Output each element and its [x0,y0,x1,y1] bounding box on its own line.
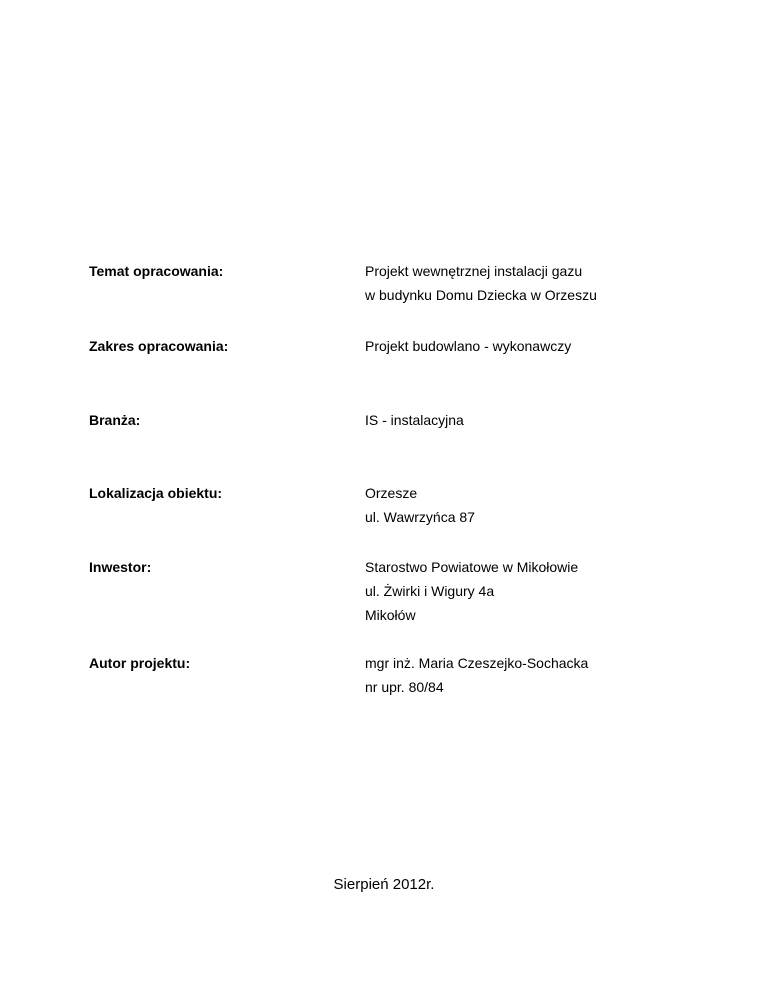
field-values [365,481,475,529]
field-values [365,334,571,358]
field-value: nr upr. 80/84 [365,679,444,695]
field-label: Autor projektu: [89,655,191,671]
field-label: Lokalizacja obiektu: [89,485,223,501]
field-value: mgr inż. Maria Czeszejko-Sochacka [365,655,589,671]
field-label: Inwestor: [89,559,152,575]
field-value: Mikołów [365,607,416,623]
field-values [365,408,464,432]
field-label: Temat opracowania: [89,263,224,279]
field-value: Orzesze [365,485,418,501]
field-values [365,259,597,307]
document-date: Sierpień 2012r. [333,876,435,893]
field-values [365,651,588,699]
field-value: ul. Wawrzyńca 87 [365,509,475,525]
field-label: Branża: [89,412,141,428]
field-value: Starostwo Powiatowe w Mikołowie [365,559,579,575]
field-value: ul. Żwirki i Wigury 4a [365,583,495,599]
field-value: IS - instalacyjna [365,412,464,428]
field-value: Projekt budowlano - wykonawczy [365,338,572,354]
field-value: w budynku Domu Dziecka w Orzeszu [365,287,597,303]
field-value: Projekt wewnętrznej instalacji gazu [365,263,583,279]
field-label: Zakres opracowania: [89,338,229,354]
field-values [365,555,578,627]
